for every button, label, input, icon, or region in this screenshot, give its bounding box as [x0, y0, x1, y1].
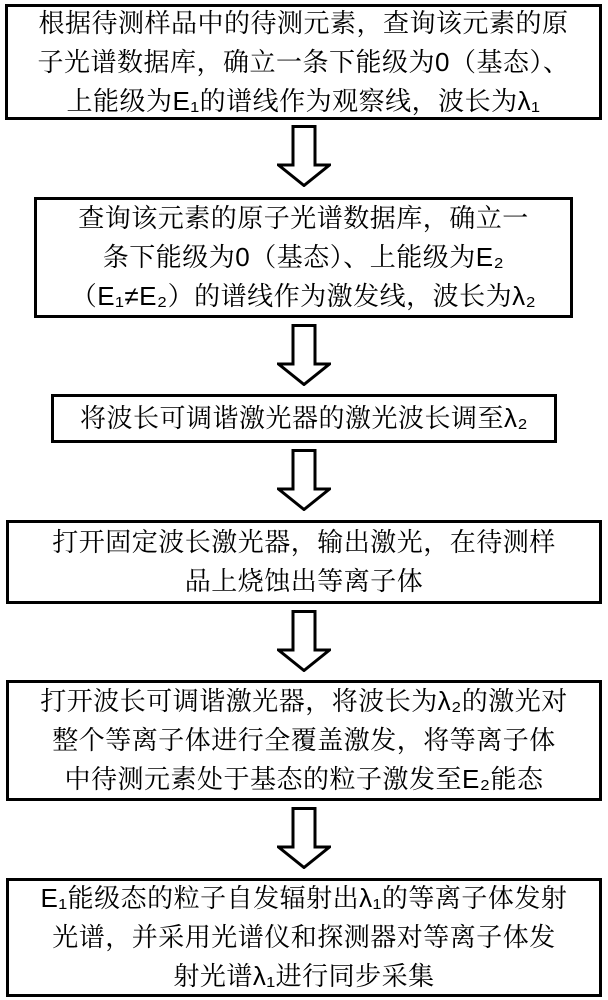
step-text-line: 打开波长可调谐激光器，将波长为λ₂的激光对	[40, 686, 568, 716]
step-text-line: 子光谱数据库，确立一条下能级为0（基态）、	[37, 46, 570, 77]
step-text-line: 整个等离子体进行全覆盖激发，将等离子体	[52, 725, 556, 755]
down-arrow-icon	[277, 449, 331, 511]
step-text-line: E₁能级态的粒子自发辐射出λ₁的等离子体发射	[40, 883, 568, 913]
flow-step-5	[6, 680, 602, 801]
step-text-line: 根据待测样品中的待测元素，查询该元素的原	[38, 7, 569, 38]
flow-step-3	[51, 394, 557, 443]
flow-step-2	[34, 197, 573, 318]
step-text-line: 上能级为E₁的谱线作为观察线，波长为λ₁	[66, 85, 541, 116]
step-text-line: 光谱，并采用光谱仪和探测器对等离子体发	[52, 922, 556, 952]
step-text-line: 射光谱λ₁进行同步采集	[173, 961, 435, 991]
step-text-line: 将波长可调谐激光器的激光波长调至λ₂	[79, 403, 529, 433]
step-text-line: 查询该元素的原子光谱数据库，确立一	[78, 203, 529, 233]
step-text-line: 品上烧蚀出等离子体	[184, 566, 424, 596]
down-arrow-icon	[277, 807, 331, 869]
down-arrow-icon	[277, 610, 331, 672]
step-text-line: 中待测元素处于基态的粒子激发至E₂能态	[64, 764, 544, 794]
step-text-line: 条下能级为0（基态）、上能级为E₂	[102, 242, 505, 272]
down-arrow-icon	[277, 125, 331, 187]
flow-step-4	[6, 520, 602, 604]
step-text-line: 打开固定波长激光器，输出激光，在待测样	[52, 527, 556, 557]
flow-step-1	[5, 4, 602, 120]
down-arrow-icon	[277, 324, 331, 386]
step-text-line: （E₁≠E₂）的谱线作为激发线，波长为λ₂	[70, 281, 537, 311]
flow-step-6	[6, 878, 602, 997]
